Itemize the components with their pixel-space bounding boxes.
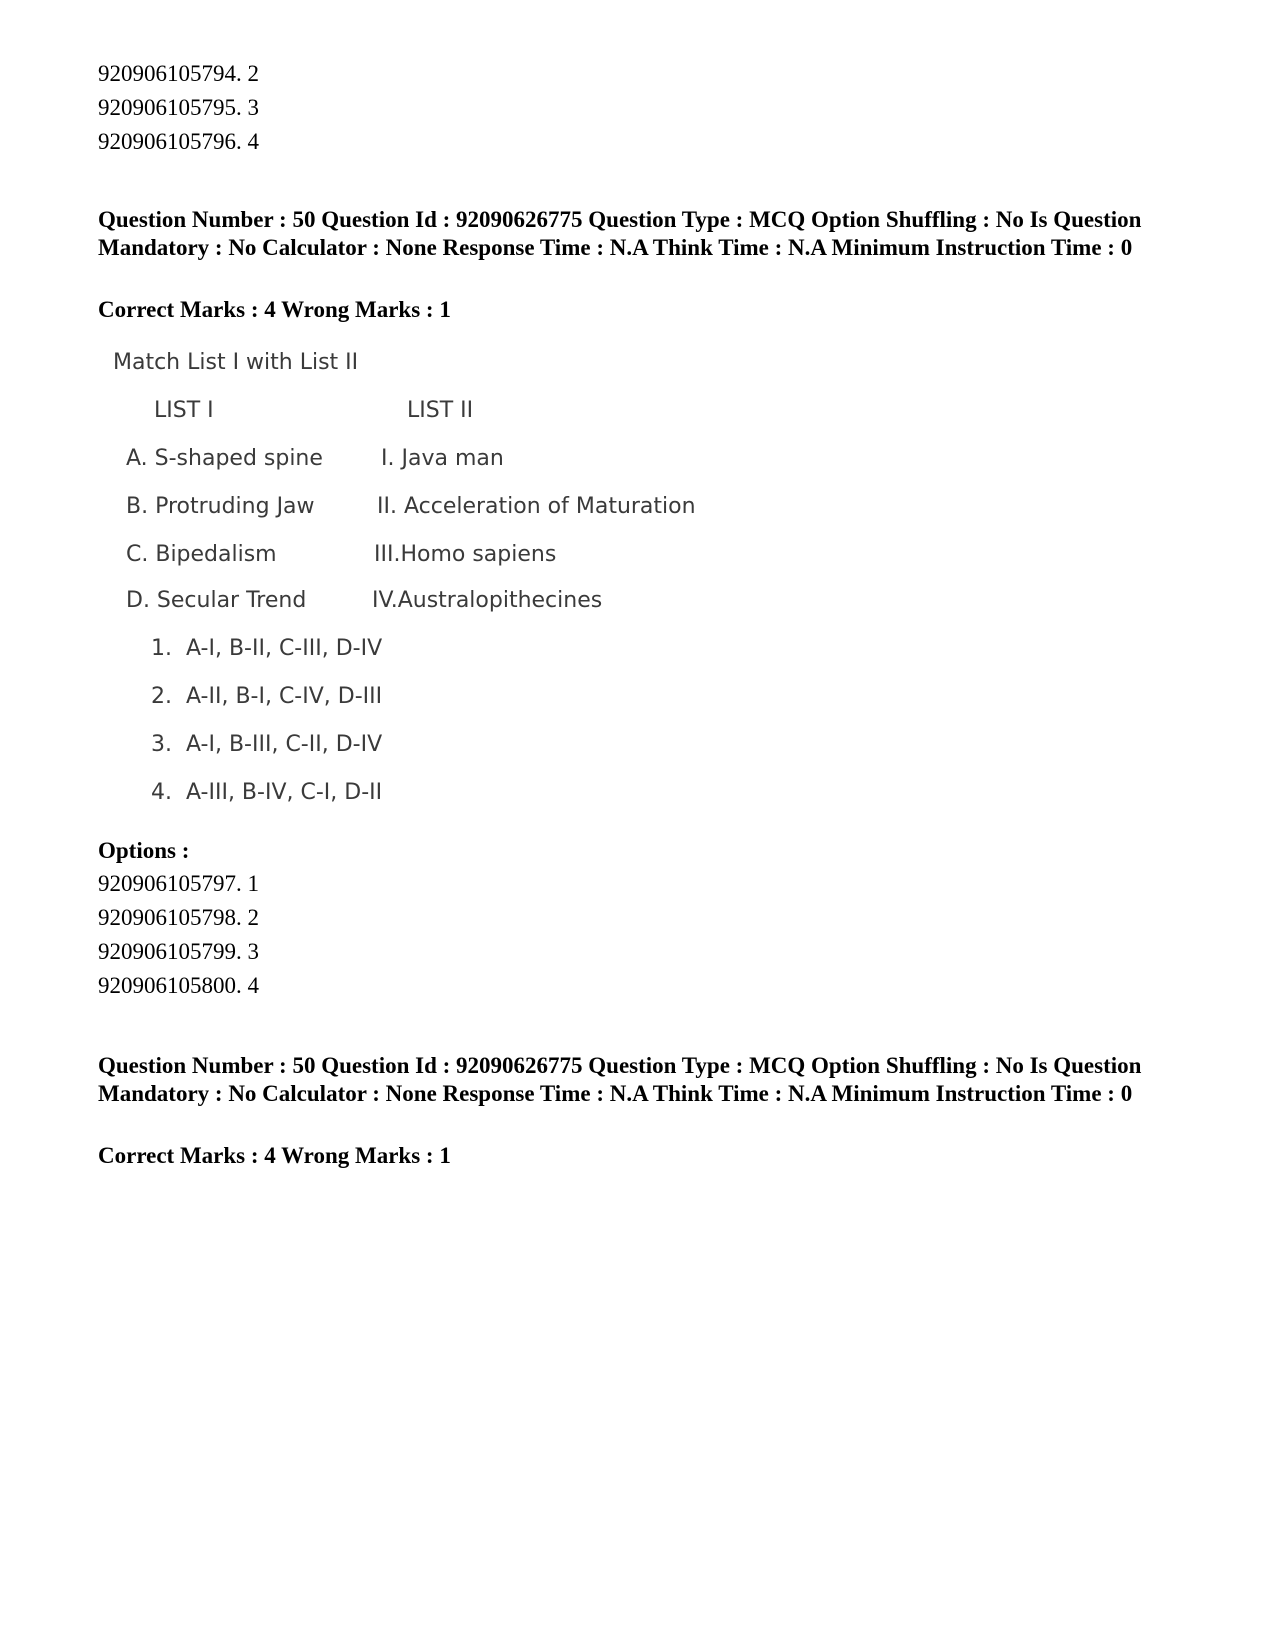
option-line: 920906105799. 3 bbox=[98, 939, 259, 964]
prev-option-line: 920906105796. 4 bbox=[98, 129, 259, 154]
list1-header: LIST I bbox=[154, 398, 214, 423]
question-marks: Correct Marks : 4 Wrong Marks : 1 bbox=[98, 297, 451, 322]
answer-choice: 4. A-III, B-IV, C-I, D-II bbox=[151, 780, 383, 805]
list2-item: IV.Australopithecines bbox=[372, 588, 603, 613]
prev-option-line: 920906105795. 3 bbox=[98, 95, 259, 120]
list2-item: II. Acceleration of Maturation bbox=[377, 494, 696, 519]
answer-choice: 2. A-II, B-I, C-IV, D-III bbox=[151, 684, 383, 709]
list1-item: B. Protruding Jaw bbox=[126, 494, 315, 519]
list1-item: D. Secular Trend bbox=[126, 588, 307, 613]
option-line: 920906105800. 4 bbox=[98, 973, 259, 998]
list2-item: I. Java man bbox=[381, 446, 504, 471]
prev-option-line: 920906105794. 2 bbox=[98, 61, 259, 86]
options-label: Options : bbox=[98, 838, 190, 863]
option-line: 920906105798. 2 bbox=[98, 905, 259, 930]
list1-item: C. Bipedalism bbox=[126, 542, 277, 567]
list1-item: A. S-shaped spine bbox=[126, 446, 323, 471]
list2-item: III.Homo sapiens bbox=[374, 542, 557, 567]
option-line: 920906105797. 1 bbox=[98, 871, 259, 896]
question-prompt: Match List I with List II bbox=[113, 350, 359, 375]
question-marks: Correct Marks : 4 Wrong Marks : 1 bbox=[98, 1143, 451, 1168]
question-header: Question Number : 50 Question Id : 92090626775 Question Type : MCQ Option Shuffling : No Is Question Mandatory : No Calculator : None Response Time : N.A Think Time : N.A Minimum Instruction Time : 0 bbox=[98, 207, 1142, 260]
list2-header: LIST II bbox=[407, 398, 474, 423]
answer-choice: 1. A-I, B-II, C-III, D-IV bbox=[151, 636, 383, 661]
question-header: Question Number : 50 Question Id : 92090626775 Question Type : MCQ Option Shuffling : No Is Question Mandatory : No Calculator : None Response Time : N.A Think Time : N.A Minimum Instruction Time : 0 bbox=[98, 1053, 1142, 1106]
answer-choice: 3. A-I, B-III, C-II, D-IV bbox=[151, 732, 383, 757]
